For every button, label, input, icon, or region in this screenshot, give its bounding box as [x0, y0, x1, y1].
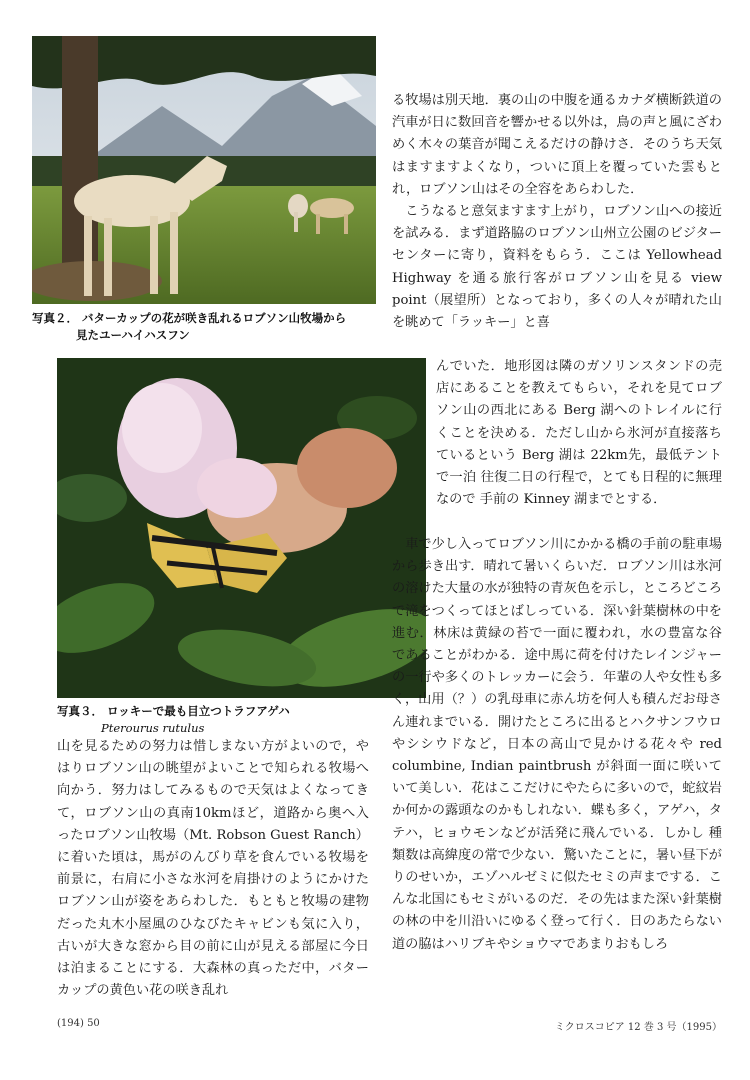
- paragraph-ranch-quiet: る牧場は別天地．裏の山の中腹を通るカナダ横断鉄道の汽車が日に数回音を響かせる以外は，鳥の声と風にざわめく木々の葉音が聞こえるだけの静けさ．そのうち天気はますますよくなり，ついに頂上を覆っていた雲もとれ，ロブソン山はその全容をあらわした．: [392, 93, 722, 197]
- paragraph-berg-lake: んでいた．地形図は隣のガソリンスタンドの売店にあることを教えてもらい，それを見てロブソン山の西北にある Berg 湖へのトレイルに行くことを決める．ただし山から氷河が直接落ちているという Berg 湖は 22km先，最低テントで一泊 往復二日の行程で，とても日程的に無理なので 手前の Kinney 湖までとする．: [436, 359, 722, 508]
- photo2-caption-line1: バターカップの花が咲き乱れるロブソン山牧場から: [82, 311, 347, 325]
- paragraph-trail-walk: 車で少し入ってロブソン川にかかる橋の手前の駐車場から歩き出す．晴れて暑いくらいだ．ロブソン川は氷河の溶けた大量の水が独特の青灰色を示し，ところどころで滝をつくってほとばしっている．深い針葉樹林の中を進む．林床は黄緑の苔で一面に覆われ，水の豊富な谷であることがわかる．途中馬に荷を付けたレインジャーの一行や多くのトレッカーに会う．年輩の人や女性も多く，山用（？）の乳母車に赤ん坊を何人も積んだお母さん連れまでいる．開けたところに出るとハクサンフウロやシシウドなど，日本の高山で見かける花々や red columbine, Indian paintbrush が斜面一面に咲いていて美しい．花はここだけにやたらに多いので，蛇紋岩か何かの露頭なのかもしれない．蝶も多く，アゲハ，タテハ，ヒョウモンなどが活発に飛んでいる．しかし 種類数は高緯度の常で少ない．驚いたことに，暑い昼下がりのせいか，エゾハルゼミに似たセミの声までする．こんな北国にもセミがいるのだ．その先はまた深い針葉樹の林の中を川沿いにゆるく登って行く．日のあたらない道の脇はハリブキやショウマであまりおもしろ: [392, 537, 722, 952]
- photo3-caption-line1: ロッキーで最も目立つトラフアゲハ: [107, 704, 290, 718]
- photo-horses-meadow: [32, 36, 376, 304]
- photo3-label: 写真３．: [57, 704, 103, 718]
- photo2-caption: [32, 310, 392, 344]
- right-column-upper-text: [392, 90, 722, 334]
- right-column-lower-text: [436, 356, 722, 511]
- horses-meadow-image: [32, 36, 376, 304]
- photo3-scientific-name: Pterourus rutulus: [101, 721, 205, 735]
- right-column-trail-text: [392, 534, 722, 956]
- photo3-caption: [57, 703, 417, 737]
- paragraph-visitor-center: こうなると意気ますます上がり，ロブソン山への接近を試みる．まず道路脇のロブソン山州立公園のビジターセンターに寄り，資料をもらう．ここは Yellowhead Highway を通る旅行客がロブソン山を見る view point（展望所）となっており，多くの人々が晴れた山を眺めて「ラッキー」と喜: [392, 204, 722, 331]
- page-number: (194) 50: [57, 1018, 100, 1029]
- photo2-label: 写真２．: [32, 311, 78, 325]
- journal-citation: ミクロスコピア 12 巻 3 号（1995）: [554, 1022, 722, 1033]
- left-column-text: [57, 736, 369, 1002]
- paragraph-ranch-arrival: 山を見るための努力は惜しまない方がよいので，やはりロブソン山の眺望がよいことで知られる牧場へ向かう．努力はしてみるもので天気はよくなってきて，ロブソン山の真南10kmほど，道路から奥へ入ったロブソン山牧場（Mt. Robson Guest Ranch）に着いた頃は，馬がのんびり草を食んでいる牧場を前景に，右肩に小さな氷河を肩掛けのようにかけたロブソン山が姿をあらわした．もともと牧場の建物だった丸木小屋風のひなびたキャビンも気に入り，古いが大きな窓から目の前に山が見える部屋に今日は泊まることにする．大森林の真っただ中，バターカップの黄色い花の咲き乱れ: [57, 739, 369, 999]
- photo-butterfly-lilac: [57, 358, 426, 698]
- photo2-caption-line2: 見たユーハイハスフン: [76, 328, 190, 342]
- butterfly-lilac-image: [57, 358, 426, 698]
